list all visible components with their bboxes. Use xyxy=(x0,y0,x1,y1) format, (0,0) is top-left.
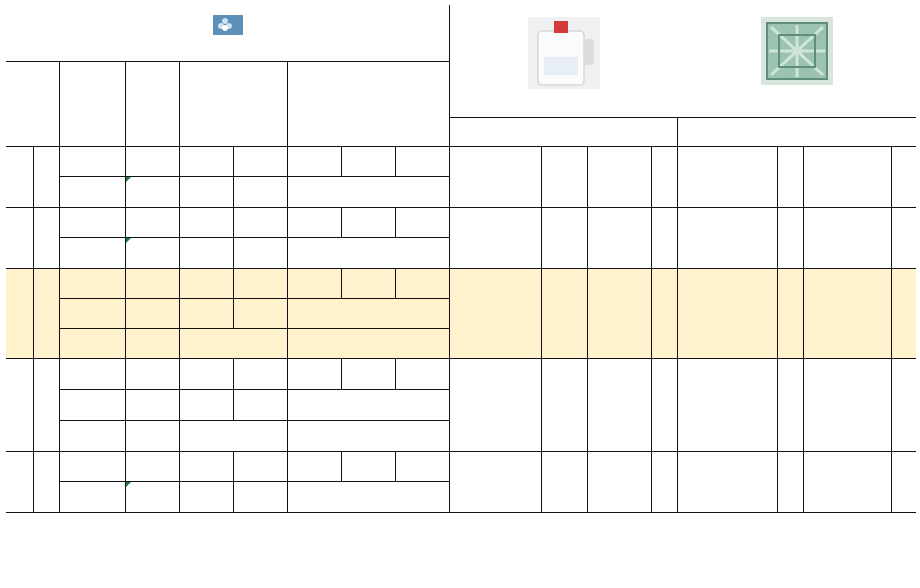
baskets-75 xyxy=(804,452,892,513)
bottle-unit xyxy=(778,208,804,269)
bottles-75 xyxy=(678,208,778,269)
size-unit xyxy=(34,208,60,269)
inner-height xyxy=(288,482,450,513)
size-number xyxy=(6,359,34,452)
outer-depth xyxy=(180,147,234,177)
label-inner xyxy=(60,482,126,513)
outer-length xyxy=(126,359,180,390)
size-number xyxy=(6,269,34,359)
inner-depth xyxy=(180,299,234,329)
outer-height xyxy=(288,208,342,238)
drawer-length xyxy=(126,421,180,452)
basket-unit xyxy=(652,359,678,452)
basket-unit xyxy=(652,269,678,359)
inner-height xyxy=(288,177,450,208)
bottle-unit xyxy=(542,147,588,208)
basket-unit xyxy=(892,359,916,452)
outer-depth xyxy=(234,208,288,238)
inner-height xyxy=(288,238,450,269)
bottles-60 xyxy=(450,269,542,359)
baskets-60 xyxy=(588,359,652,452)
label-inner xyxy=(60,177,126,208)
product-egg-basket xyxy=(678,5,916,118)
baskets-75 xyxy=(804,269,892,359)
header-height xyxy=(288,62,450,147)
inner-depth xyxy=(180,390,234,421)
bottles-60 xyxy=(450,147,542,208)
baskets-75 xyxy=(804,208,892,269)
egg-basket-image xyxy=(761,17,833,85)
outer-height xyxy=(288,359,342,390)
outer-depth xyxy=(180,452,234,482)
bottles-75 xyxy=(678,452,778,513)
drawer-depth xyxy=(180,421,288,452)
label-outer xyxy=(60,208,126,238)
inner-length xyxy=(126,238,180,269)
baskets-75 xyxy=(804,147,892,208)
header-blank xyxy=(6,62,60,147)
size-unit xyxy=(34,359,60,452)
header-depth xyxy=(180,62,288,147)
baskets-75 xyxy=(804,359,892,452)
size-number xyxy=(6,147,34,208)
product-milk xyxy=(450,5,678,118)
bottles-60 xyxy=(450,208,542,269)
inner-depth xyxy=(234,482,288,513)
bottle-unit xyxy=(542,452,588,513)
bottle-unit xyxy=(778,452,804,513)
outer-height xyxy=(342,269,396,299)
bottle-unit xyxy=(542,269,588,359)
baskets-60 xyxy=(588,269,652,359)
outer-height xyxy=(288,147,342,177)
spreadsheet xyxy=(6,5,916,578)
outer-height xyxy=(288,269,342,299)
outer-height xyxy=(396,452,450,482)
unit-label xyxy=(60,62,126,147)
inner-height xyxy=(288,299,450,329)
milk-jug-image xyxy=(528,17,600,89)
outer-depth xyxy=(180,359,234,390)
outer-length xyxy=(126,452,180,482)
inner-depth xyxy=(234,238,288,269)
label-inner xyxy=(60,299,126,329)
bottle-unit xyxy=(778,147,804,208)
outer-height xyxy=(396,208,450,238)
bottles-75 xyxy=(678,147,778,208)
bottles-75 xyxy=(678,269,778,359)
size-unit xyxy=(34,269,60,359)
baskets-60 xyxy=(588,147,652,208)
outer-depth xyxy=(234,452,288,482)
outer-height xyxy=(342,208,396,238)
label-inner xyxy=(60,238,126,269)
bottle-unit xyxy=(778,269,804,359)
drawer-height xyxy=(288,329,450,359)
outer-depth xyxy=(180,208,234,238)
inner-depth xyxy=(234,299,288,329)
label-outer xyxy=(60,269,126,299)
comment-marker xyxy=(126,238,131,243)
inner-depth xyxy=(234,390,288,421)
size-unit xyxy=(34,452,60,513)
outer-height xyxy=(396,147,450,177)
inner-depth xyxy=(180,238,234,269)
bottles-60 xyxy=(450,452,542,513)
outer-height xyxy=(342,452,396,482)
inner-height xyxy=(288,390,450,421)
basket-unit xyxy=(652,147,678,208)
comment-marker xyxy=(126,482,131,487)
inner-length xyxy=(126,177,180,208)
bottle-unit xyxy=(542,208,588,269)
inner-depth xyxy=(234,177,288,208)
outer-height xyxy=(342,147,396,177)
label-outer xyxy=(60,147,126,177)
drawer-height xyxy=(288,421,450,452)
inner-length xyxy=(126,390,180,421)
drawer-depth xyxy=(180,329,288,359)
inner-length xyxy=(126,482,180,513)
outer-length xyxy=(126,208,180,238)
outer-depth xyxy=(180,269,234,299)
label-drawer xyxy=(60,329,126,359)
size-number xyxy=(6,208,34,269)
size-unit xyxy=(34,147,60,208)
inner-depth xyxy=(180,177,234,208)
inner-length xyxy=(126,299,180,329)
comment-marker xyxy=(126,177,131,182)
baskets-60 xyxy=(588,208,652,269)
outer-depth xyxy=(234,147,288,177)
bottles-60 xyxy=(450,359,542,452)
depth-60-header xyxy=(450,118,678,147)
label-inner xyxy=(60,390,126,421)
basket-unit xyxy=(892,208,916,269)
label-drawer xyxy=(60,421,126,452)
drawer-length xyxy=(126,329,180,359)
depth-75-header xyxy=(678,118,916,147)
header-length xyxy=(126,62,180,147)
inner-depth xyxy=(180,482,234,513)
baskets-60 xyxy=(588,452,652,513)
outer-height xyxy=(342,359,396,390)
label-outer xyxy=(60,359,126,390)
company-logo xyxy=(213,15,243,35)
size-number xyxy=(6,452,34,513)
basket-unit xyxy=(652,208,678,269)
basket-unit xyxy=(892,147,916,208)
outer-height xyxy=(396,359,450,390)
outer-length xyxy=(126,269,180,299)
outer-height xyxy=(288,452,342,482)
outer-depth xyxy=(234,269,288,299)
label-outer xyxy=(60,452,126,482)
basket-unit xyxy=(892,269,916,359)
bottle-unit xyxy=(778,359,804,452)
outer-length xyxy=(126,147,180,177)
sheet-title-cell xyxy=(6,5,450,62)
bottles-75 xyxy=(678,359,778,452)
basket-unit xyxy=(892,452,916,513)
outer-depth xyxy=(234,359,288,390)
outer-height xyxy=(396,269,450,299)
basket-unit xyxy=(652,452,678,513)
flower-logo-icon xyxy=(217,17,233,33)
bottle-unit xyxy=(542,359,588,452)
